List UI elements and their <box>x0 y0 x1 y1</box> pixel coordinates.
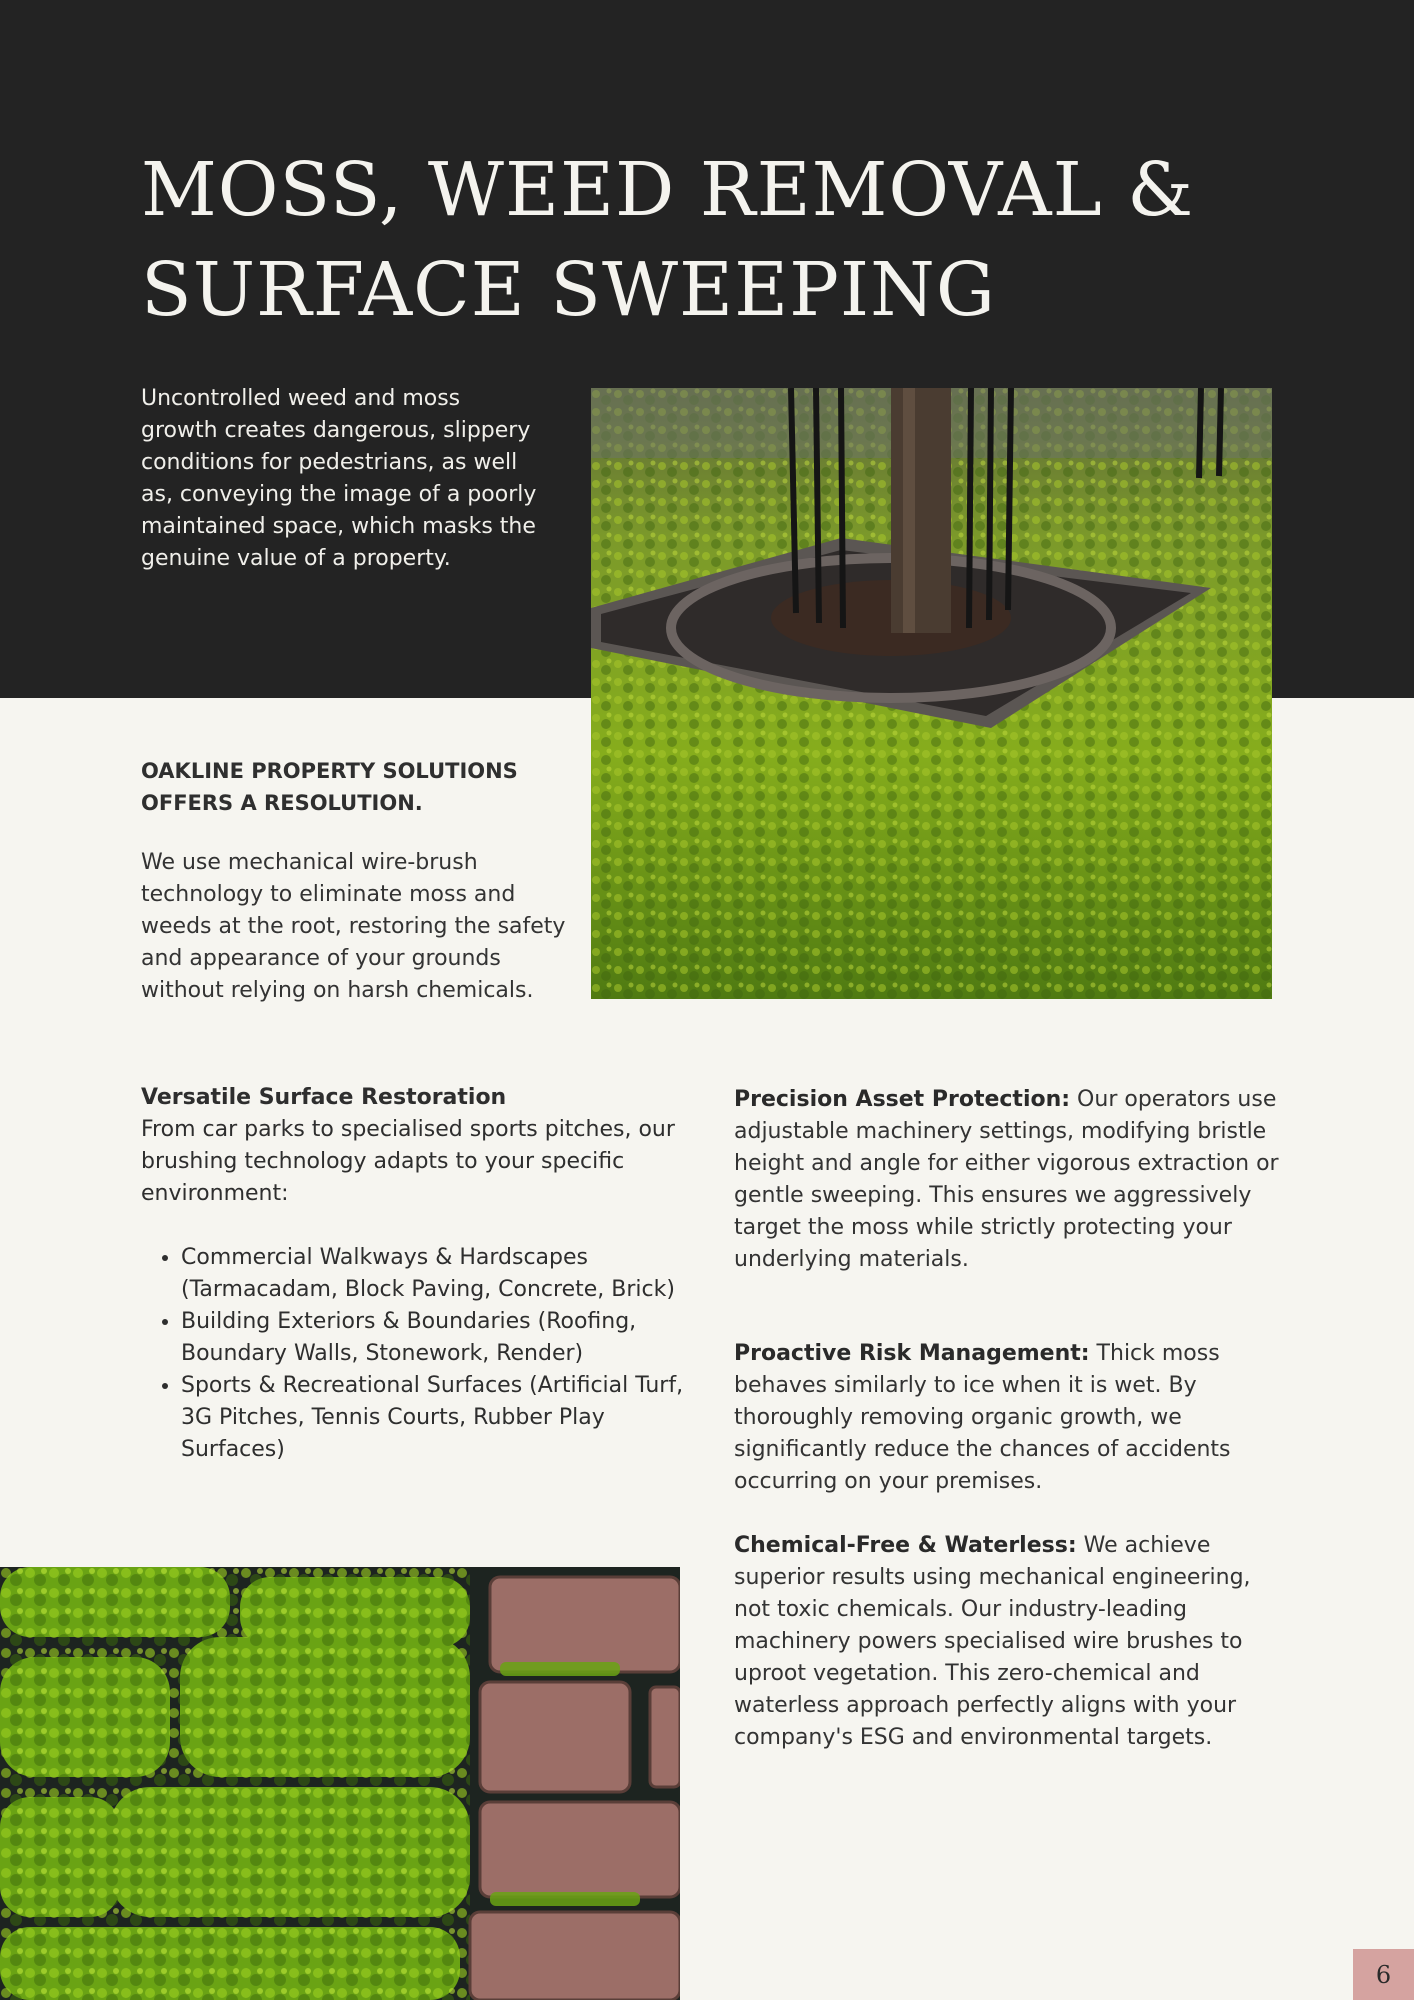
intro-paragraph: Uncontrolled weed and moss growth creates dangerous, slippery conditions for pedestrians, as well as, conveying the image of a poorly maintained space, which masks the genuine value of a property. <box>141 386 537 571</box>
offer-paragraph: We use mechanical wire-brush technology to eliminate moss and weeds at the root, restoring the safety and appearance of your grounds without relying on harsh chemicals. <box>141 850 566 1003</box>
feature-chemical-free <box>734 1530 1279 1754</box>
page-number: 6 <box>1375 1960 1392 1989</box>
feature-label: Proactive Risk Management: <box>734 1341 1090 1366</box>
feature-precision <box>734 1084 1279 1276</box>
list-item: • Commercial Walkways & Hardscapes (Tarmacadam, Block Paving, Concrete, Brick) <box>181 1242 711 1306</box>
feature-label: Precision Asset Protection: <box>734 1087 1071 1112</box>
versatile-paragraph: From car parks to specialised sports pitches, our brushing technology adapts to your specific environment: <box>141 1117 675 1206</box>
features-column <box>734 1084 1279 1754</box>
versatile-heading: Versatile Surface Restoration <box>141 1085 507 1110</box>
list-item: • Sports & Recreational Surfaces (Artificial Turf, 3G Pitches, Tennis Courts, Rubber Play Surfaces) <box>181 1370 711 1466</box>
page-number-badge <box>1353 1949 1414 2000</box>
feature-text: Our operators use adjustable machinery settings, modifying bristle height and angle for either vigorous extraction or gentle sweeping. This ensures we aggressively target the moss while strictly protecting your underlying materials. <box>734 1087 1279 1272</box>
feature-text: We achieve superior results using mechanical engineering, not toxic chemicals. Our industry-leading machinery powers specialised wire brushes to uproot vegetation. This zero-chemical and waterless approach perfectly aligns with your company's ESG and environmental targets. <box>734 1533 1251 1750</box>
versatile-surface-section <box>141 1082 711 1466</box>
surface-types-list <box>141 1242 711 1466</box>
feature-text: Thick moss behaves similarly to ice when it is wet. By thoroughly removing organic growth, we significantly reduce the chances of accidents occurring on your premises. <box>734 1341 1231 1494</box>
feature-risk <box>734 1338 1279 1498</box>
page-title-line-2: SURFACE SWEEPING <box>141 247 996 333</box>
page-title-line-1: MOSS, WEED REMOVAL & <box>141 147 1195 233</box>
page-title <box>141 140 1241 340</box>
feature-label: Chemical-Free & Waterless: <box>734 1533 1077 1558</box>
offer-heading: OAKLINE PROPERTY SOLUTIONS OFFERS A RESOLUTION. <box>141 759 518 815</box>
moss-brick-pavers-photo <box>0 1567 680 2000</box>
list-item: • Building Exteriors & Boundaries (Roofing, Boundary Walls, Stonework, Render) <box>181 1306 711 1370</box>
tree-grate-moss-photo <box>591 388 1272 999</box>
